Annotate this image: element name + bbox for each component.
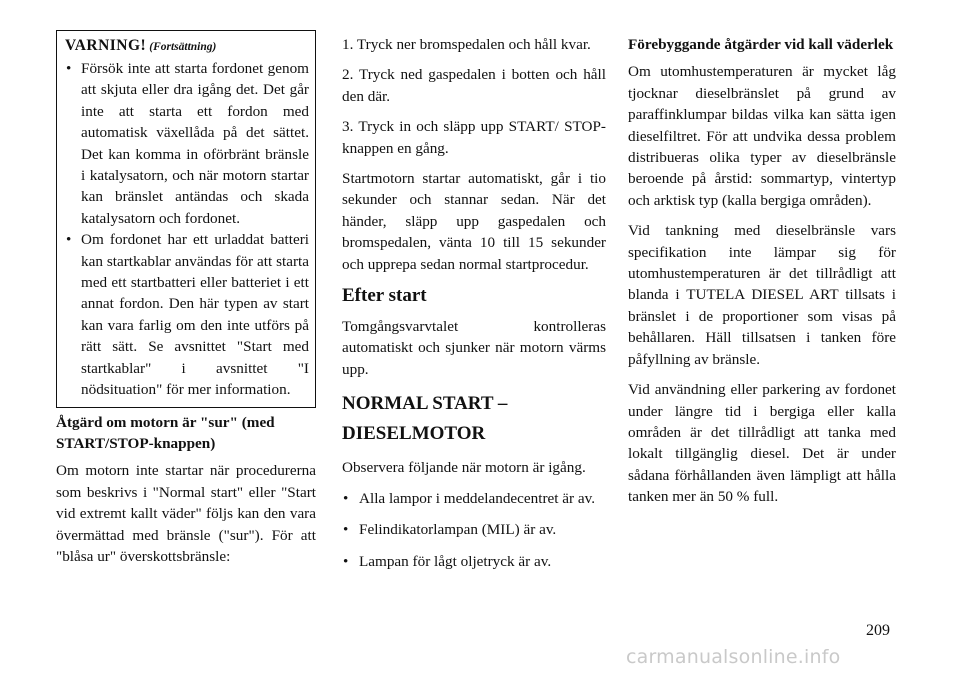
column-right — [628, 34, 896, 517]
warning-item-text: Om fordonet har ett urladdat batteri kan startkablar användas för att starta med ett startbatteri eller batteriet i ett annat fordon. Den här typen av start kan vara farlig om den inte utförs på rätt sätt. Se avsnittet "Start med startkablar" i avsnittet "I nödsituation" för mer information. — [81, 231, 309, 399]
bullet-icon: • — [66, 60, 72, 77]
warning-box — [56, 30, 316, 408]
paragraph-flooded-engine: Om motorn inte startar när procedurerna som beskrivs i "Normal start" eller "Start vid extremt kallt väder" följs kan den vara övermättad med bränsle ("sur"). För att "blåsa ur" överskottsbränsle: — [56, 462, 316, 565]
paragraph-normal-intro: Observera följande när motorn är igång. — [342, 459, 586, 477]
paragraph-after-steps: Startmotorn startar automatiskt, går i tio sekunder och stannar sedan. När det händer, släpp upp gaspedalen och bromspedalen, vänta 10 till 15 sekunder och upprepa sedan normal startprocedur. — [342, 170, 606, 273]
step-2: 2. Tryck ned gaspedalen i botten och håll den där. — [342, 66, 606, 105]
indicator-list — [342, 488, 606, 572]
warning-item-text: Försök inte att starta fordonet genom att skjuta eller dra igång det. Det går inte att starta ett fordon med automatisk växellåda på det sättet. Det kan komma in oförbränt bränsle i katalysatorn, och när motorn startar kan bränslet antändas och skada katalysatorn och fordonet. — [81, 60, 309, 227]
paragraph-cold-3: Vid användning eller parkering av fordonet under längre tid i bergiga eller kalla områden är det tillrådligt att tanka med lokalt tillgänglig diesel. Det är under sådana förhållanden även lämpligt att hålla tanken mer än 50 % full. — [628, 381, 896, 506]
list-item — [342, 551, 606, 572]
warning-item — [65, 58, 309, 229]
heading-normal-start-line1: NORMAL START – — [342, 393, 508, 415]
list-item-text: Felindikatorlampan (MIL) är av. — [359, 521, 557, 539]
list-item — [342, 519, 606, 540]
column-left — [56, 30, 316, 576]
warning-title: VARNING! — [65, 37, 147, 54]
heading-cold-weather: Förebyggande åtgärder vid kall väderlek — [628, 36, 894, 53]
heading-normal-start-line2: DIESELMOTOR — [342, 423, 486, 445]
watermark: carmanualsonline.info — [626, 646, 841, 668]
step-3: 3. Tryck in och släpp upp START/ STOP-knappen en gång. — [342, 118, 606, 157]
warning-item — [65, 229, 309, 400]
list-item — [342, 488, 606, 509]
bullet-icon: • — [66, 231, 72, 249]
heading-normal-start — [342, 389, 606, 449]
paragraph-efter-start: Tomgångsvarvtalet kontrolleras automatiskt och sjunker när motorn värms upp. — [342, 318, 606, 378]
bullet-icon: • — [343, 552, 349, 570]
page-number: 209 — [866, 622, 890, 639]
subheading-flooded-engine: Åtgärd om motorn är "sur" (med START/STOP-knappen) — [56, 413, 275, 452]
heading-efter-start: Efter start — [342, 285, 427, 307]
warning-subtitle: (Fortsättning) — [149, 41, 217, 53]
paragraph-cold-1: Om utomhustemperaturen är mycket låg tjocknar dieselbränslet på grund av paraffinklumpar bildas vilka kan sätta igen dieselfiltret. För att undvika dessa problem distribueras olika typer av dieselbränsle beroende på årstid: sommartyp, vintertyp och arktisk typ (kalla bergiga områden). — [628, 63, 896, 209]
bullet-icon: • — [343, 489, 349, 507]
paragraph-cold-2: Vid tankning med dieselbränsle vars specifikation inte lämpar sig för utomhustemperaturen är det tillrådligt att blanda i TUTELA DIESEL ART tillsats i bränslet i de proportioner som visas på behållaren. Häll tillsatsen i tanken före påfyllning av bränsle. — [628, 222, 896, 368]
column-middle — [342, 34, 606, 582]
list-item-text: Lampan för lågt oljetryck är av. — [359, 552, 552, 570]
bullet-icon: • — [343, 521, 349, 539]
warning-heading — [65, 35, 309, 58]
step-1: 1. Tryck ner bromspedalen och håll kvar. — [342, 36, 591, 53]
warning-list — [65, 58, 309, 401]
list-item-text: Alla lampor i meddelandecentret är av. — [359, 489, 595, 507]
